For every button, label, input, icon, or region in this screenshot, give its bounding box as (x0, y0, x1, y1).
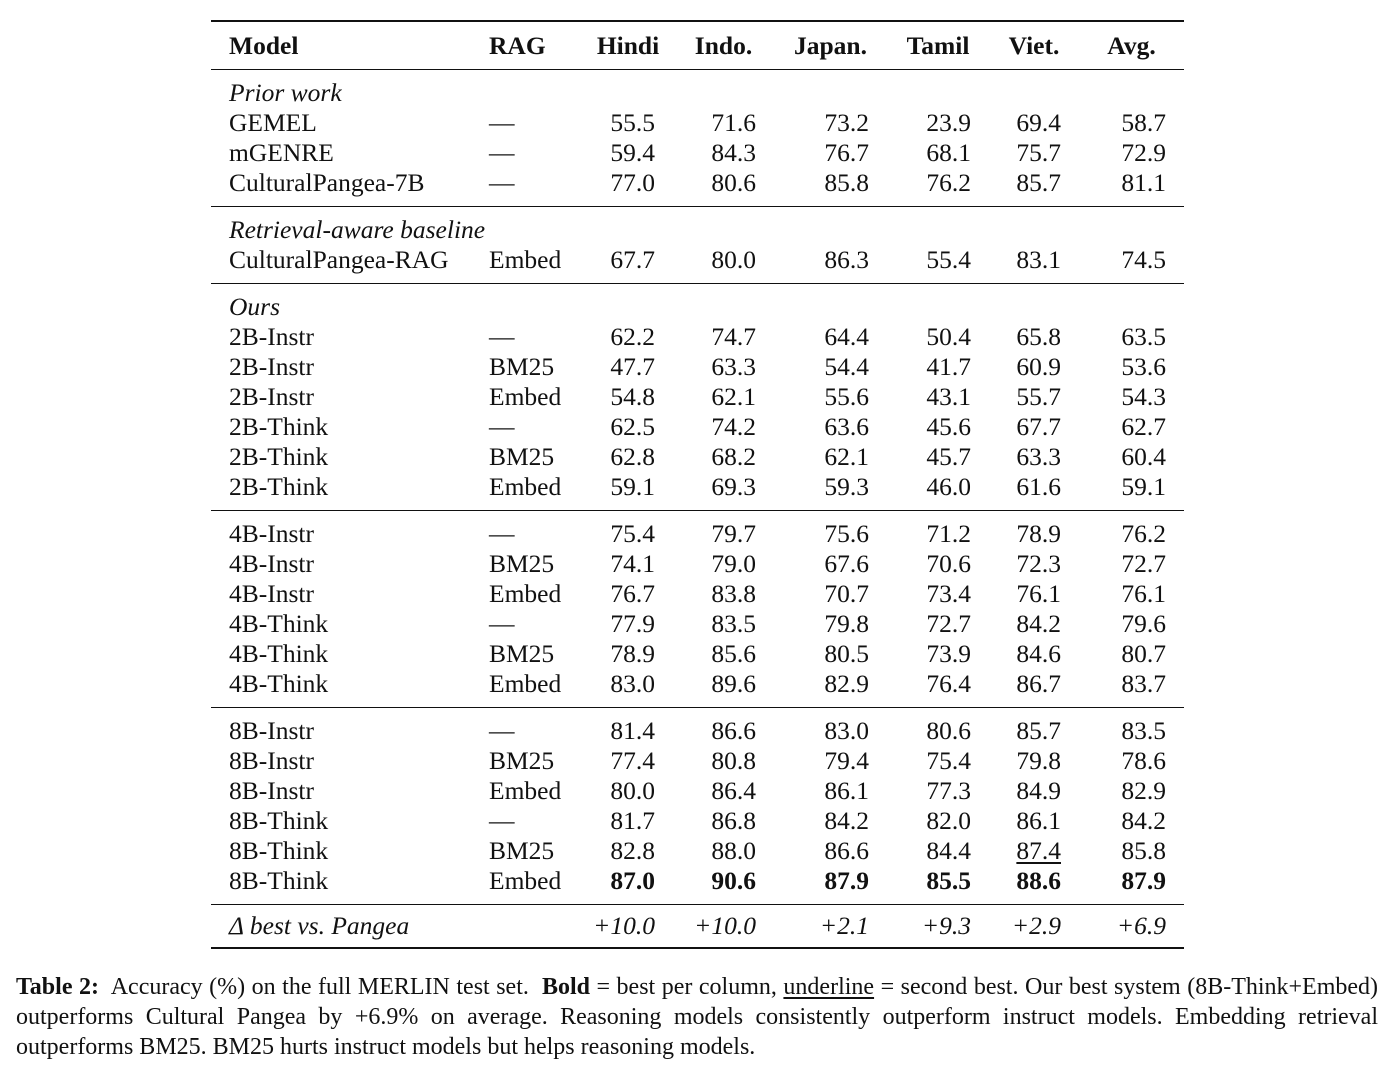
rag-cell: BM25 (489, 639, 555, 668)
value-cell: 76.1 (1121, 579, 1166, 608)
table-caption (16, 972, 1378, 1062)
section-heading-row (211, 284, 1184, 323)
caption-text-1: Accuracy (%) on the full MERLIN test set. (110, 974, 529, 1000)
value-cell: 72.7 (926, 609, 971, 638)
value-cell: 86.3 (824, 245, 869, 274)
table-row (211, 746, 1184, 776)
value-cell: 76.4 (926, 669, 971, 698)
model-cell: 8B-Instr (229, 776, 314, 805)
value-cell: 80.8 (711, 746, 756, 775)
caption-bold-word: Bold (541, 974, 590, 1000)
value-cell: 76.7 (824, 138, 869, 167)
delta-value: +2.9 (1011, 911, 1061, 940)
value-cell: 62.2 (610, 322, 655, 351)
value-cell: 86.1 (1016, 806, 1061, 835)
value-cell: 45.6 (926, 412, 971, 441)
column-header-tamil: Tamil (887, 21, 989, 70)
model-cell: 2B-Instr (229, 382, 314, 411)
value-cell: 54.8 (610, 382, 655, 411)
value-cell: 59.1 (1121, 472, 1166, 501)
value-cell: 54.4 (824, 352, 869, 381)
value-cell: 77.9 (610, 609, 655, 638)
value-cell: 72.7 (1121, 549, 1166, 578)
delta-value: +10.0 (694, 911, 756, 940)
value-cell: 72.3 (1016, 549, 1061, 578)
table-row (211, 352, 1184, 382)
table-row (211, 836, 1184, 866)
model-cell: 4B-Think (229, 639, 329, 668)
table-row (211, 549, 1184, 579)
column-header-rag: RAG (477, 21, 583, 70)
value-cell: 41.7 (926, 352, 971, 381)
value-cell: 80.6 (711, 168, 756, 197)
value-cell: 80.0 (711, 245, 756, 274)
value-cell: 23.9 (926, 108, 971, 137)
value-cell: 83.1 (1016, 245, 1061, 274)
rag-cell: — (489, 412, 515, 441)
rag-cell: Embed (489, 866, 562, 895)
value-cell: 83.0 (824, 716, 869, 745)
value-cell: 85.7 (1016, 716, 1061, 745)
model-cell: 4B-Instr (229, 549, 314, 578)
value-cell: 59.1 (610, 472, 655, 501)
value-cell: 43.1 (926, 382, 971, 411)
column-header-hindi: Hindi (583, 21, 673, 70)
value-cell: 60.9 (1016, 352, 1061, 381)
section-heading-row (211, 207, 1184, 246)
value-cell: 79.0 (711, 549, 756, 578)
table-row (211, 412, 1184, 442)
value-cell: 68.1 (926, 138, 971, 167)
table-header-row (211, 21, 1184, 70)
value-cell: 74.5 (1121, 245, 1166, 274)
value-cell: 63.6 (824, 412, 869, 441)
model-cell: mGENRE (229, 138, 334, 167)
value-cell: 55.6 (824, 382, 869, 411)
rag-cell: BM25 (489, 442, 555, 471)
rag-cell: — (489, 168, 515, 197)
rag-cell: — (489, 322, 515, 351)
value-cell: 84.2 (824, 806, 869, 835)
column-header-japan: Japan. (774, 21, 887, 70)
value-cell: 83.8 (711, 579, 756, 608)
table-row (211, 108, 1184, 138)
table-row (211, 609, 1184, 639)
value-cell: 80.0 (610, 776, 655, 805)
value-cell: 88.0 (711, 836, 756, 865)
rag-cell: — (489, 138, 515, 167)
delta-section (211, 905, 1184, 949)
value-cell: 80.6 (926, 716, 971, 745)
table-row (211, 511, 1184, 550)
caption-underline-word: underline (783, 974, 875, 1000)
value-cell: 82.8 (610, 836, 655, 865)
value-cell: 68.2 (711, 442, 756, 471)
value-cell: 63.5 (1121, 322, 1166, 351)
value-cell: 76.7 (610, 579, 655, 608)
caption-text-2: = best per column, (596, 974, 777, 1000)
value-cell: 70.6 (926, 549, 971, 578)
table-section (211, 70, 1184, 207)
value-cell: 62.1 (824, 442, 869, 471)
model-cell: 2B-Think (229, 472, 329, 501)
caption-label: Table 2: (16, 974, 99, 1000)
table-row (211, 322, 1184, 352)
value-cell: 62.8 (610, 442, 655, 471)
value-cell: 53.6 (1121, 352, 1166, 381)
value-cell: 90.6 (711, 866, 756, 895)
model-cell: CulturalPangea-7B (229, 168, 425, 197)
value-cell: 76.2 (1121, 519, 1166, 548)
value-cell: 59.3 (824, 472, 869, 501)
value-cell: 73.9 (926, 639, 971, 668)
value-cell: 64.4 (824, 322, 869, 351)
delta-value: +10.0 (593, 911, 655, 940)
table-row (211, 669, 1184, 708)
value-cell: 86.4 (711, 776, 756, 805)
rag-cell: — (489, 609, 515, 638)
value-cell: 76.2 (926, 168, 971, 197)
model-cell: 4B-Think (229, 669, 329, 698)
delta-value: +6.9 (1116, 911, 1166, 940)
model-cell: 4B-Instr (229, 579, 314, 608)
value-cell: 75.6 (824, 519, 869, 548)
table-row (211, 138, 1184, 168)
section-heading: Retrieval-aware baseline (229, 215, 486, 244)
value-cell: 79.6 (1121, 609, 1166, 638)
value-cell: 84.2 (1121, 806, 1166, 835)
value-cell: 77.3 (926, 776, 971, 805)
model-cell: 2B-Think (229, 412, 329, 441)
section-heading-row (211, 70, 1184, 109)
value-cell: 72.9 (1121, 138, 1166, 167)
model-cell: CulturalPangea-RAG (229, 245, 449, 274)
value-cell: 70.7 (824, 579, 869, 608)
value-cell: 54.3 (1121, 382, 1166, 411)
model-cell: 2B-Instr (229, 352, 314, 381)
model-cell: 8B-Think (229, 866, 329, 895)
value-cell: 81.1 (1121, 168, 1166, 197)
value-cell: 67.7 (1016, 412, 1061, 441)
table-row (211, 579, 1184, 609)
section-heading: Ours (229, 292, 281, 321)
column-header-model: Model (211, 21, 477, 70)
section-heading: Prior work (229, 78, 342, 107)
value-cell: 77.4 (610, 746, 655, 775)
value-cell: 67.6 (824, 549, 869, 578)
value-cell: 58.7 (1121, 108, 1166, 137)
value-cell: 80.7 (1121, 639, 1166, 668)
value-cell: 55.7 (1016, 382, 1061, 411)
rag-cell: BM25 (489, 746, 555, 775)
value-cell: 87.9 (1121, 866, 1166, 895)
table-section (211, 284, 1184, 511)
value-cell: 75.4 (926, 746, 971, 775)
value-cell: 69.4 (1016, 108, 1061, 137)
value-cell: 86.6 (711, 716, 756, 745)
value-cell: 61.6 (1016, 472, 1061, 501)
table-row (211, 245, 1184, 284)
table-section (211, 207, 1184, 284)
value-cell: 84.6 (1016, 639, 1061, 668)
column-header-avg: Avg. (1079, 21, 1184, 70)
value-cell: 83.0 (610, 669, 655, 698)
value-cell: 85.8 (824, 168, 869, 197)
value-cell: 86.7 (1016, 669, 1061, 698)
model-cell: 4B-Instr (229, 519, 314, 548)
value-cell: 45.7 (926, 442, 971, 471)
value-cell: 79.4 (824, 746, 869, 775)
value-cell: 85.6 (711, 639, 756, 668)
value-cell: 84.3 (711, 138, 756, 167)
value-cell: 59.4 (610, 138, 655, 167)
table-row (211, 639, 1184, 669)
value-cell: 74.2 (711, 412, 756, 441)
value-cell: 89.6 (711, 669, 756, 698)
value-cell: 63.3 (711, 352, 756, 381)
value-cell: 63.3 (1016, 442, 1061, 471)
delta-row (211, 905, 1184, 949)
model-cell: 4B-Think (229, 609, 329, 638)
value-cell: 79.7 (711, 519, 756, 548)
table-section (211, 511, 1184, 708)
value-cell: 88.6 (1016, 866, 1061, 895)
table-row (211, 776, 1184, 806)
delta-label: Δ best vs. Pangea (229, 911, 410, 940)
column-header-viet: Viet. (989, 21, 1079, 70)
rag-cell: Embed (489, 245, 562, 274)
rag-cell: Embed (489, 669, 562, 698)
value-cell: 80.5 (824, 639, 869, 668)
value-cell: 55.4 (926, 245, 971, 274)
delta-value: +2.1 (819, 911, 869, 940)
value-cell: 84.4 (926, 836, 971, 865)
value-cell: 74.1 (610, 549, 655, 578)
value-cell: 84.2 (1016, 609, 1061, 638)
value-cell: 85.8 (1121, 836, 1166, 865)
value-cell: 71.2 (926, 519, 971, 548)
table-row (211, 708, 1184, 747)
value-cell: 62.5 (610, 412, 655, 441)
value-cell: 76.1 (1016, 579, 1061, 608)
rag-cell: Embed (489, 579, 562, 608)
value-cell: 87.9 (824, 866, 869, 895)
value-cell: 82.9 (1121, 776, 1166, 805)
value-cell: 78.6 (1121, 746, 1166, 775)
value-cell: 67.7 (610, 245, 655, 274)
caption-text-3: = second best. Our best system (8B-Think+Embed) outperforms Cultural Pangea by +6.9% on average. Reasoning models consistently outperform instruct models. Embedding retrieval outperforms BM25. BM25 hurts instruct models but helps reasoning models. (16, 974, 1379, 1060)
table-row (211, 382, 1184, 412)
rag-cell: BM25 (489, 549, 555, 578)
rag-cell: BM25 (489, 352, 555, 381)
rag-cell: Embed (489, 472, 562, 501)
model-cell: 8B-Think (229, 806, 329, 835)
model-cell: 8B-Think (229, 836, 329, 865)
value-cell: 83.5 (711, 609, 756, 638)
second-best-value: 87.4 (1016, 836, 1061, 865)
value-cell: 83.7 (1121, 669, 1166, 698)
value-cell: 75.7 (1016, 138, 1061, 167)
value-cell: 73.2 (824, 108, 869, 137)
value-cell: 84.9 (1016, 776, 1061, 805)
table-row (211, 168, 1184, 207)
results-table (211, 20, 1184, 949)
column-header-indo: Indo. (673, 21, 774, 70)
value-cell: 82.9 (824, 669, 869, 698)
table-row (211, 472, 1184, 511)
value-cell: 74.7 (711, 322, 756, 351)
model-cell: 8B-Instr (229, 746, 314, 775)
delta-value: +9.3 (921, 911, 971, 940)
rag-cell: BM25 (489, 836, 555, 865)
value-cell: 85.7 (1016, 168, 1061, 197)
value-cell: 83.5 (1121, 716, 1166, 745)
table-row (211, 442, 1184, 472)
rag-cell: Embed (489, 382, 562, 411)
value-cell: 46.0 (926, 472, 971, 501)
value-cell: 60.4 (1121, 442, 1166, 471)
value-cell: 79.8 (1016, 746, 1061, 775)
rag-cell: Embed (489, 776, 562, 805)
table-row (211, 866, 1184, 905)
value-cell: 86.6 (824, 836, 869, 865)
value-cell: 86.8 (711, 806, 756, 835)
value-cell: 62.7 (1121, 412, 1166, 441)
table-row (211, 806, 1184, 836)
value-cell: 79.8 (824, 609, 869, 638)
value-cell: 78.9 (610, 639, 655, 668)
value-cell: 85.5 (926, 866, 971, 895)
value-cell: 81.7 (610, 806, 655, 835)
table-section (211, 708, 1184, 905)
value-cell: 50.4 (926, 322, 971, 351)
value-cell (989, 836, 1079, 866)
value-cell: 82.0 (926, 806, 971, 835)
value-cell: 77.0 (610, 168, 655, 197)
value-cell: 87.0 (610, 866, 655, 895)
value-cell: 47.7 (610, 352, 655, 381)
value-cell: 62.1 (711, 382, 756, 411)
value-cell: 73.4 (926, 579, 971, 608)
value-cell: 65.8 (1016, 322, 1061, 351)
value-cell: 86.1 (824, 776, 869, 805)
value-cell: 69.3 (711, 472, 756, 501)
rag-cell: — (489, 108, 515, 137)
model-cell: 2B-Think (229, 442, 329, 471)
value-cell: 71.6 (711, 108, 756, 137)
value-cell: 81.4 (610, 716, 655, 745)
model-cell: 8B-Instr (229, 716, 314, 745)
model-cell: GEMEL (229, 108, 317, 137)
value-cell: 55.5 (610, 108, 655, 137)
rag-cell: — (489, 806, 515, 835)
value-cell: 75.4 (610, 519, 655, 548)
rag-cell: — (489, 519, 515, 548)
model-cell: 2B-Instr (229, 322, 314, 351)
value-cell: 78.9 (1016, 519, 1061, 548)
rag-cell: — (489, 716, 515, 745)
